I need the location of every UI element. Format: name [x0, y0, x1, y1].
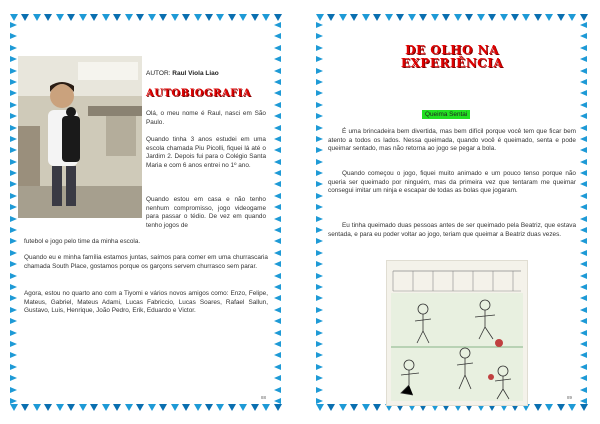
border-triangle [274, 170, 281, 176]
author-label: AUTOR: [146, 70, 171, 77]
border-triangle [580, 261, 587, 267]
border-triangle [316, 387, 323, 393]
border-triangle [125, 404, 133, 411]
border-triangle [316, 261, 323, 267]
section-title: AUTOBIOGRAFIA [146, 88, 252, 99]
border-triangle [33, 404, 41, 411]
border-triangle [580, 216, 587, 222]
border-triangle [580, 14, 588, 21]
border-triangle [408, 14, 416, 21]
border-triangle [316, 90, 323, 96]
border-triangle [362, 404, 370, 411]
border-triangle [262, 404, 270, 411]
headline-line: EXPERIÊNCIA [400, 56, 504, 70]
decorative-border-right [580, 22, 588, 404]
border-triangle [316, 284, 323, 290]
border-triangle [580, 387, 587, 393]
border-triangle [431, 14, 439, 21]
border-triangle [216, 14, 224, 21]
border-triangle [136, 404, 144, 411]
border-triangle [10, 227, 17, 233]
border-triangle [274, 307, 281, 313]
border-triangle [419, 14, 427, 21]
border-triangle [580, 193, 587, 199]
border-triangle [10, 375, 17, 381]
decorative-border-right [274, 22, 282, 404]
border-triangle [10, 90, 17, 96]
border-triangle [350, 14, 358, 21]
border-triangle [580, 227, 587, 233]
border-triangle [316, 341, 323, 347]
border-triangle [10, 33, 17, 39]
border-triangle [102, 404, 110, 411]
border-triangle [488, 14, 496, 21]
border-triangle [79, 14, 87, 21]
border-triangle [316, 102, 323, 108]
border-triangle [44, 404, 52, 411]
border-triangle [522, 14, 530, 21]
border-triangle [274, 125, 281, 131]
border-triangle [125, 14, 133, 21]
decorative-border-left [316, 22, 324, 404]
border-triangle [274, 341, 281, 347]
border-triangle [10, 387, 17, 393]
border-triangle [316, 352, 323, 358]
border-triangle [113, 14, 121, 21]
border-triangle [580, 238, 587, 244]
border-triangle [580, 125, 587, 131]
border-triangle [10, 216, 17, 222]
border-triangle [545, 14, 553, 21]
border-triangle [316, 14, 324, 21]
border-triangle [274, 404, 282, 411]
border-triangle [580, 295, 587, 301]
border-triangle [274, 181, 281, 187]
border-triangle [239, 404, 247, 411]
border-triangle [10, 330, 17, 336]
border-triangle [171, 14, 179, 21]
border-triangle [274, 250, 281, 256]
border-triangle [327, 14, 335, 21]
border-triangle [580, 79, 587, 85]
border-triangle [580, 398, 587, 404]
border-triangle [316, 238, 323, 244]
border-triangle [274, 14, 282, 21]
border-triangle [373, 404, 381, 411]
border-triangle [10, 159, 17, 165]
border-triangle [10, 250, 17, 256]
border-triangle [339, 404, 347, 411]
border-triangle [274, 398, 281, 404]
border-triangle [316, 216, 323, 222]
border-triangle [21, 14, 29, 21]
border-triangle [274, 204, 281, 210]
border-triangle [274, 216, 281, 222]
left-page [10, 14, 282, 412]
child-drawing-image [386, 260, 528, 406]
border-triangle [316, 364, 323, 370]
border-triangle [316, 330, 323, 336]
border-triangle [316, 33, 323, 39]
paragraph: Eu tinha queimado duas pessoas antes de ser queimado pela Beatriz, que estava sentada, e para eu poder voltar ao jogo, teriam que queimar a Beatriz duas vezes. [328, 222, 576, 238]
border-triangle [442, 14, 450, 21]
border-triangle [580, 330, 587, 336]
border-triangle [316, 295, 323, 301]
border-triangle [182, 404, 190, 411]
border-triangle [239, 14, 247, 21]
border-triangle [316, 318, 323, 324]
border-triangle [228, 14, 236, 21]
border-triangle [580, 90, 587, 96]
border-triangle [316, 404, 324, 411]
border-triangle [580, 352, 587, 358]
border-triangle [316, 147, 323, 153]
border-triangle [580, 33, 587, 39]
border-triangle [274, 159, 281, 165]
border-triangle [159, 404, 167, 411]
border-triangle [10, 181, 17, 187]
border-triangle [316, 250, 323, 256]
border-triangle [10, 56, 17, 62]
border-triangle [396, 14, 404, 21]
border-triangle [274, 33, 281, 39]
border-triangle [580, 318, 587, 324]
border-triangle [274, 364, 281, 370]
border-triangle [274, 238, 281, 244]
border-triangle [10, 404, 18, 411]
border-triangle [251, 404, 259, 411]
border-triangle [10, 204, 17, 210]
border-triangle [274, 136, 281, 142]
border-triangle [113, 404, 121, 411]
paragraph: É uma brincadeira bem divertida, mas bem difícil porque você tem que ficar bem atento a todos os lados. Nessa queimada, quando você é queimado, senta e pode queimar sentado, mas não retorna ao jogo se pegar a bola. [328, 128, 576, 153]
border-triangle [274, 295, 281, 301]
paragraph: Olá, o meu nome é Raul, nasci em São Paulo. [146, 110, 266, 126]
page-number: 89 [566, 395, 572, 400]
border-triangle [316, 113, 323, 119]
border-triangle [580, 170, 587, 176]
border-triangle [477, 14, 485, 21]
border-triangle [10, 307, 17, 313]
paragraph: Agora, estou no quarto ano com a Tiyomi e vários novos amigos como: Enzo, Felipe, Mateus, Gabriel, Mateus Adami, Lucas Fabriccio, Lucas Soares, Rafael Sallun, Gustavo, Luis, Henrique, João Pedro, Erik, Eduardo e Victor. [24, 290, 268, 315]
border-triangle [90, 404, 98, 411]
border-triangle [316, 307, 323, 313]
border-triangle [580, 22, 587, 28]
border-triangle [205, 404, 213, 411]
border-triangle [10, 45, 17, 51]
border-triangle [274, 261, 281, 267]
border-triangle [580, 250, 587, 256]
border-triangle [568, 14, 576, 21]
page-number: 88 [260, 395, 266, 400]
border-triangle [362, 14, 370, 21]
border-triangle [274, 330, 281, 336]
border-triangle [274, 352, 281, 358]
border-triangle [148, 404, 156, 411]
border-triangle [205, 14, 213, 21]
right-page [316, 14, 588, 412]
border-triangle [56, 404, 64, 411]
border-triangle [10, 261, 17, 267]
border-triangle [580, 284, 587, 290]
border-triangle [316, 398, 323, 404]
border-triangle [274, 375, 281, 381]
border-triangle [580, 364, 587, 370]
border-triangle [557, 14, 565, 21]
border-triangle [274, 147, 281, 153]
paragraph: Quando eu e minha família estamos juntas, saímos para comer em uma churrascaria chamada South Place, gostamos porque os garçons servem churrasco sem parar. [24, 254, 268, 270]
border-triangle [316, 375, 323, 381]
border-triangle [500, 14, 508, 21]
border-triangle [580, 159, 587, 165]
border-triangle [274, 56, 281, 62]
border-triangle [10, 295, 17, 301]
paragraph: futebol e jogo pelo time da minha escola. [24, 238, 141, 245]
decorative-border-top [10, 14, 282, 22]
border-triangle [182, 14, 190, 21]
border-triangle [580, 147, 587, 153]
border-triangle [79, 404, 87, 411]
border-triangle [10, 102, 17, 108]
paragraph: Quando estou em casa e não tenho nenhum compromisso, jogo videogame para passar o tédio. De vez em quando tenho jogos de [146, 196, 266, 229]
border-triangle [10, 136, 17, 142]
border-triangle [580, 341, 587, 347]
border-triangle [10, 113, 17, 119]
border-triangle [67, 404, 75, 411]
border-triangle [580, 404, 588, 411]
border-triangle [251, 14, 259, 21]
border-triangle [316, 22, 323, 28]
border-triangle [10, 352, 17, 358]
border-triangle [373, 14, 381, 21]
border-triangle [10, 341, 17, 347]
author-photo [18, 56, 142, 218]
border-triangle [465, 14, 473, 21]
border-triangle [580, 204, 587, 210]
border-triangle [194, 404, 202, 411]
border-triangle [316, 170, 323, 176]
border-triangle [274, 318, 281, 324]
border-triangle [10, 238, 17, 244]
border-triangle [10, 364, 17, 370]
border-triangle [454, 14, 462, 21]
paragraph: Quando tinha 3 anos estudei em uma escola chamada Piu Picolli, fiquei lá até o Jardim 2. Depois fui para o Colégio Santa Maria e com 6 anos entrei no 1º ano. [146, 136, 266, 169]
border-triangle [580, 375, 587, 381]
paragraph: Quando começou o jogo, fiquei muito animado e um pouco tenso porque não queria ser queimado por ninguém, mas da primeira vez que tentaram me queimar consegui imitar um ninja e escapar de todas as bolas que jogaram. [328, 170, 576, 195]
border-triangle [316, 273, 323, 279]
border-triangle [339, 14, 347, 21]
border-triangle [10, 68, 17, 74]
border-triangle [316, 193, 323, 199]
border-triangle [10, 284, 17, 290]
author-name: Raul Viola Liao [172, 70, 219, 77]
border-triangle [274, 68, 281, 74]
border-triangle [580, 307, 587, 313]
activity-tag: Queima Sentai [422, 110, 470, 119]
border-triangle [262, 14, 270, 21]
border-triangle [44, 14, 52, 21]
border-triangle [316, 181, 323, 187]
border-triangle [274, 79, 281, 85]
border-triangle [10, 273, 17, 279]
border-triangle [159, 14, 167, 21]
border-triangle [148, 14, 156, 21]
border-triangle [316, 204, 323, 210]
decorative-border-top [316, 14, 588, 22]
border-triangle [10, 22, 17, 28]
border-triangle [350, 404, 358, 411]
border-triangle [568, 404, 576, 411]
border-triangle [580, 136, 587, 142]
border-triangle [274, 102, 281, 108]
border-triangle [194, 14, 202, 21]
border-triangle [102, 14, 110, 21]
border-triangle [580, 273, 587, 279]
border-triangle [274, 273, 281, 279]
decorative-border-left [10, 22, 18, 404]
border-triangle [10, 125, 17, 131]
border-triangle [316, 227, 323, 233]
border-triangle [136, 14, 144, 21]
border-triangle [10, 147, 17, 153]
border-triangle [557, 404, 565, 411]
headline-line: DE OLHO NA [405, 43, 499, 57]
border-triangle [10, 318, 17, 324]
border-triangle [545, 404, 553, 411]
border-triangle [274, 90, 281, 96]
border-triangle [274, 193, 281, 199]
border-triangle [21, 404, 29, 411]
border-triangle [274, 227, 281, 233]
border-triangle [228, 404, 236, 411]
border-triangle [580, 181, 587, 187]
border-triangle [511, 14, 519, 21]
border-triangle [274, 113, 281, 119]
decorative-border-bottom [10, 404, 282, 412]
border-triangle [327, 404, 335, 411]
border-triangle [10, 79, 17, 85]
border-triangle [316, 125, 323, 131]
border-triangle [10, 14, 18, 21]
border-triangle [10, 398, 17, 404]
border-triangle [580, 113, 587, 119]
border-triangle [274, 45, 281, 51]
border-triangle [534, 14, 542, 21]
border-triangle [274, 387, 281, 393]
border-triangle [216, 404, 224, 411]
border-triangle [10, 193, 17, 199]
border-triangle [56, 14, 64, 21]
border-triangle [316, 79, 323, 85]
border-triangle [10, 170, 17, 176]
border-triangle [580, 102, 587, 108]
border-triangle [534, 404, 542, 411]
border-triangle [274, 284, 281, 290]
border-triangle [316, 136, 323, 142]
border-triangle [171, 404, 179, 411]
border-triangle [316, 159, 323, 165]
border-triangle [385, 14, 393, 21]
headline [316, 44, 588, 70]
border-triangle [33, 14, 41, 21]
border-triangle [67, 14, 75, 21]
border-triangle [90, 14, 98, 21]
author-line [146, 70, 219, 77]
border-triangle [274, 22, 281, 28]
